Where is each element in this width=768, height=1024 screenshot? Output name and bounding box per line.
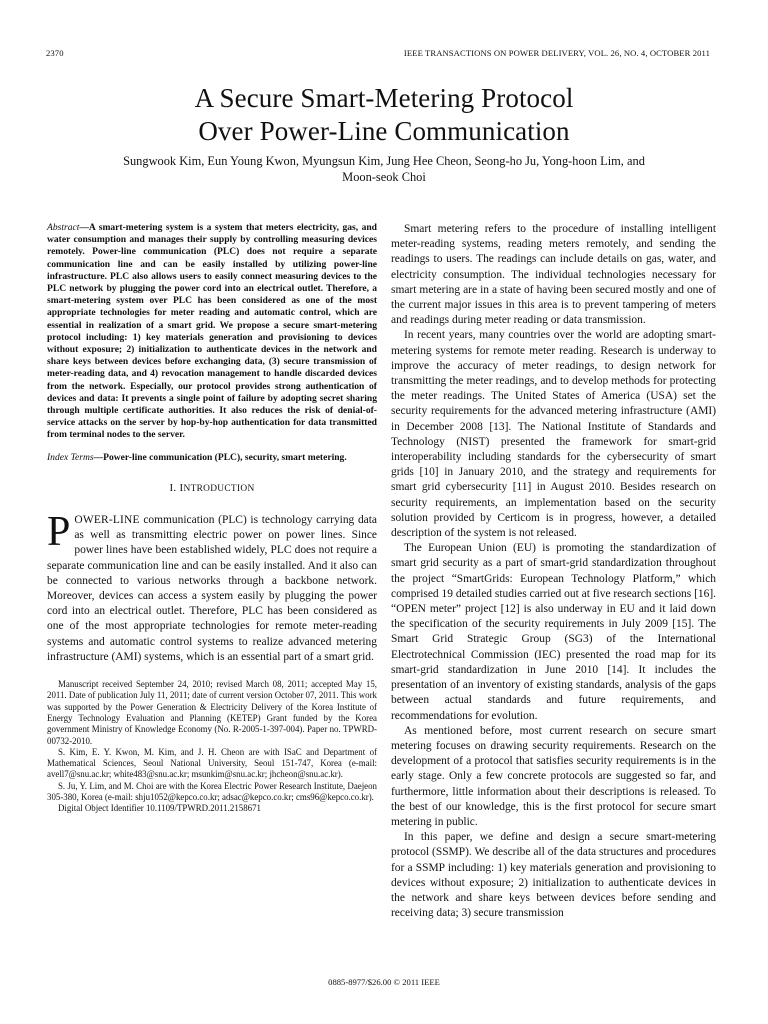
author-list — [60, 153, 708, 185]
abstract-text: —A smart-metering system is a system that meters electricity, gas, and water consumption and manages their supply by controlling measuring devices remotely. Power-line communication (PLC) does not require a separate communication line and can be easily installed by utilizing power-line infrastructure. PLC also allows users to easily connect measuring devices to the PLC network by plugging the power cord into an electrical outlet. Therefore, a smart-metering system over PLC has been considered as one of the most appropriate technologies for meter reading and automatic control, which are essential in realization of a smart grid. We propose a secure smart-metering protocol including: 1) key materials generation and provisioning to devices without exposure; 2) initialization to authenticate devices in the network and share keys between devices before exchanging data, (3) secure transmission of meter-reading data, and 4) revocation management to handle discarded devices from the network. Especially, our protocol provides strong authentication of devices and data: It prevents a single point of failure by adopting secret sharing through multiple certificate authorities. It also reduces the risk of denial-of-service attacks on the server by hop-by-hop authentication for data transmitted from terminal nodes to the server. — [47, 222, 377, 441]
index-terms-text: —Power-line communication (PLC), security, smart metering. — [93, 451, 347, 463]
left-column — [47, 222, 377, 815]
body-paragraph-5: In this paper, we define and design a secure smart-metering protocol (SSMP). We describe all of the data structures and procedures for a SSMP including: 1) key materials generation and provisioning to devices without exposure; 2) initialization to authenticate devices in the network and share keys between devices before sending and receiving data; 3) secure transmission — [391, 831, 716, 920]
footnote-manuscript: Manuscript received September 24, 2010; revised March 08, 2011; accepted May 15, 2011. Date of publication July 11, 2011; date of current version October 07, 2011. This work was supported by the Power Generation & Electricity Delivery of the Korea Institute of Energy Technology Evaluation and Planning (KETEP) Grant funded by the Korea government Ministry of Knowledge Economy (No. R-2005-1-397-004). Paper no. TPWRD-00732-2010. — [47, 679, 377, 746]
body-paragraph-1: Smart metering refers to the procedure of installing intelligent meter-reading systems, reading meters remotely, and sending the readings to users. The readings can include details on gas, water, and electricity consumption. The individual technologies necessary for smart metering are in a state of having been secured mostly and one of the current major issues in this area is to prevent tampering of meters and readings during meter reading or data transmission. — [391, 223, 716, 327]
right-column — [391, 222, 716, 921]
footnote-affiliation-snu: S. Kim, E. Y. Kwon, M. Kim, and J. H. Cheon are with ISaC and Department of Mathematical Sciences, Seoul National University, Seoul 151-747, Korea (e-mail: avell7@snu.ac.kr; white483@snu.ac.kr; msunkim@snu.ac.kr; jhcheon@snu.ac.kr). — [47, 746, 377, 780]
drop-cap: P — [47, 509, 71, 556]
journal-citation: IEEE TRANSACTIONS ON POWER DELIVERY, VOL. 26, NO. 4, OCTOBER 2011 — [403, 48, 710, 58]
title-line-1: A Secure Smart-Metering Protocol — [194, 83, 574, 113]
intro-paragraph — [47, 509, 377, 665]
index-terms — [47, 452, 377, 464]
body-paragraph-4: As mentioned before, most current research on secure smart metering focuses on drawing security requirements. Research on the development of a protocol that satisfies security requirements is in the early stage. Only a few concrete protocols are suggested so far, and furthermore, little information about their descriptions is released. To the best of our knowledge, this is the first protocol for secure smart metering in public. — [391, 724, 716, 828]
footnotes — [47, 679, 377, 815]
intro-text: communication (PLC) is technology carrying data as well as transmitting electric power on power lines. Since power lines have been established widely, PLC does not require a separate communication line and can be easily installed. And it also can be connected to various networks through a backbone network. Moreover, devices can access a system easily by plugging the power cord into an electrical outlet. Therefore, PLC has been considered as one of the most appropriate technologies for remote meter-reading systems and automatic control systems to realize advanced metering infrastructure (AMI) systems, which is an essential part of a smart grid. — [47, 514, 377, 663]
footnote-doi: Digital Object Identifier 10.1109/TPWRD.2011.2158671 — [58, 803, 261, 814]
section-numeral: I. — [169, 481, 177, 494]
title-line-2: Over Power-Line Communication — [198, 116, 570, 146]
body-paragraph-2: In recent years, many countries over the world are adopting smart-metering systems for remote meter reading. Research is underway to improve the accuracy of meter readings, to design network for transmitting the meter readings, and to develop methods for protecting the meter readings. The United States of America (USA) set the security requirements for the advanced metering infrastructure (AMI) in December 2008 [13]. The National Institute of Standards and Technology (NIST) presented the framework for smart-grid interoperability including standards for the cybersecurity of smart grids [10] in January 2010, and the strategy and requirements for smart grid cybersecurity [11] in August 2010. Besides research on security requirements, an implementation based on the security solution provided by Certicom is in progress, however, a detailed description of the system is not released. — [391, 329, 716, 540]
authors-line-1: Sungwook Kim, Eun Young Kwon, Myungsun Kim, Jung Hee Cheon, Seong-ho Ju, Yong-hoon Lim, and — [123, 154, 645, 168]
section-title-rest: NTRODUCTION — [183, 483, 255, 494]
section-title-first: I — [179, 481, 184, 494]
body-paragraph-3: The European Union (EU) is promoting the standardization of smart grid security as a part of smart-grid standardization throughout the project “SmartGrids: European Technology Platform,” which comprised 19 detailed studies carried out at five research sections [16]. “OPEN meter” project [12] is also underway in EU and it laid down the specification of the security requirements in July 2009 [15]. The Smart Grid Strategic Group (SG3) of the International Electrotechnical Commission (IEC) presented the road map for its smart-grid standardization in June 2010 [14]. It includes the presentation of an inventory of existing standards, analysis of the gaps between actual standards and future requirements, and recommendations for evolution. — [391, 542, 716, 722]
authors-line-2: Moon-seok Choi — [342, 170, 426, 184]
section-heading-introduction — [47, 481, 377, 497]
abstract — [47, 222, 377, 442]
index-terms-lead: Index Terms — [47, 451, 94, 463]
page-number: 2370 — [46, 48, 64, 58]
intro-caps: OWER-LINE — [74, 514, 140, 527]
abstract-lead: Abstract — [47, 222, 80, 233]
paper-title — [40, 82, 728, 148]
copyright-footer: 0885-8977/$26.00 © 2011 IEEE — [328, 977, 440, 987]
footnote-affiliation-kepco: S. Ju, Y. Lim, and M. Choi are with the Korea Electric Power Research Institute, Daejeon 305-380, Korea (e-mail: shju1052@kepco.co.kr; adsac@kepco.co.kr; cms96@kepco.co.kr). — [47, 780, 377, 803]
